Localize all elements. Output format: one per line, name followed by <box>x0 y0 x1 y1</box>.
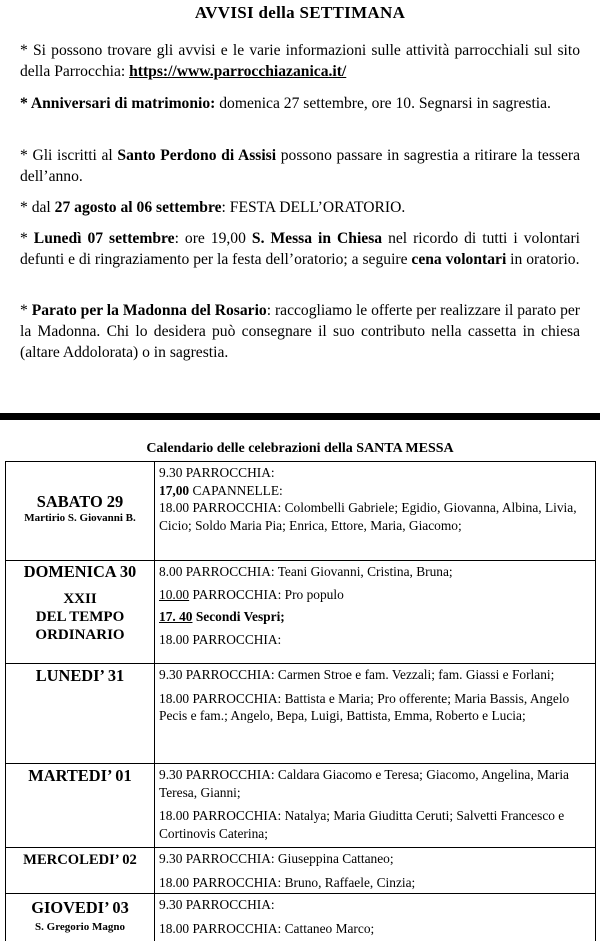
mass-entry: 18.00 PARROCCHIA: Battista e Maria; Pro offerente; Maria Bassis, Angelo Pecis e fam.; Angelo, Bepa, Luigi, Battista, Emma, Roberto e Lucia; <box>159 690 570 723</box>
mass-calendar-table <box>5 461 596 941</box>
masses-cell <box>155 894 596 941</box>
notice-website <box>20 40 580 82</box>
day-name: MERCOLEDI’ 02 <box>23 852 137 868</box>
mass-entry: 18.00 PARROCCHIA: Bruno, Raffaele, Cinzia; <box>159 874 416 890</box>
mass-entry: 8.00 PARROCCHIA: Teani Giovanni, Cristina, Bruna; <box>159 564 453 579</box>
mass-entry: 9.30 PARROCCHIA: Caldara Giacomo e Teresa; Giacomo, Angelina, Maria Teresa, Gianni; <box>159 767 570 800</box>
day-name: MARTEDI’ 01 <box>28 766 132 785</box>
notice-heading: * Anniversari di matrimonio: <box>20 95 216 112</box>
notice-text: possono passare in sagrestia a ritirare la tessera dell’anno. <box>20 147 580 185</box>
day-cell <box>6 894 155 941</box>
day-cell <box>6 561 155 664</box>
notice-text: * Gli iscritti al <box>20 147 118 164</box>
notice-text: : raccogliamo le offerte per realizzare il parato per la Madonna. Chi lo desidera può consegnare il suo contributo nella cassetta in chiesa (altare Addolorata) o in sagrestia. <box>20 302 580 361</box>
mass-time: 17. 40 <box>159 609 193 624</box>
mass-place: Secondi Vespri; <box>192 609 285 624</box>
section-divider <box>0 413 600 420</box>
notice-heading: Parato per la Madonna del Rosario <box>31 302 267 319</box>
masses-cell <box>155 664 596 764</box>
mass-time: 17,00 <box>159 482 190 498</box>
notice-heading: Santo Perdono di Assisi <box>117 147 277 164</box>
table-row <box>6 848 596 894</box>
day-feast: Martirio S. Giovanni B. <box>24 512 136 524</box>
mass-entry: 9.30 PARROCCHIA: Carmen Stroe e fam. Vezzali; fam. Giassi e Forlani; <box>159 667 555 682</box>
day-cell <box>6 462 155 561</box>
notice-text: : ore 19,00 <box>174 230 252 247</box>
day-name: DOMENICA 30 <box>23 562 137 581</box>
notice-messa-volontari <box>20 228 580 270</box>
table-row <box>6 664 596 764</box>
mass-entry: 18.00 PARROCCHIA: Cattaneo Marco; <box>159 920 375 936</box>
day-feast: S. Gregorio Magno <box>35 921 125 933</box>
table-row <box>6 561 596 664</box>
avvisi-title: AVVISI della SETTIMANA <box>194 3 406 22</box>
masses-cell <box>155 848 596 894</box>
notice-perdono <box>20 145 580 187</box>
mass-entry <box>159 586 592 604</box>
mass-time: 10.00 <box>159 586 190 602</box>
masses-cell <box>155 764 596 848</box>
masses-cell <box>155 561 596 664</box>
notice-heading: 27 agosto al 06 settembre <box>54 199 222 216</box>
calendar-title: Calendario delle celebrazioni della SANTA MESSA <box>146 441 454 456</box>
day-cell <box>6 848 155 894</box>
notice-anniversari <box>20 93 580 114</box>
notice-parato <box>20 300 580 363</box>
notice-text: domenica 27 settembre, ore 10. Segnarsi in sagrestia. <box>215 95 551 112</box>
mass-place: CAPANNELLE: <box>189 482 283 498</box>
notice-text: * dal <box>20 199 55 216</box>
day-name: SABATO 29 <box>36 492 124 511</box>
liturgical-sunday: ORDINARIO <box>35 627 125 643</box>
mass-entry: 18.00 PARROCCHIA: Natalya; Maria Giuditta Ceruti; Salvetti Francesco e Cortinovis Caterina; <box>159 808 565 841</box>
notice-heading: cena volontari <box>411 251 507 268</box>
parish-website-link[interactable]: https://www.parrocchiazanica.it/ <box>129 63 347 80</box>
mass-entry <box>159 608 592 626</box>
day-name: GIOVEDI’ 03 <box>31 898 129 917</box>
mass-entry: 9.30 PARROCCHIA: <box>159 465 275 480</box>
table-row <box>6 462 596 561</box>
notice-text: * <box>20 302 32 319</box>
table-row <box>6 894 596 941</box>
day-name: LUNEDI’ 31 <box>35 666 125 685</box>
notice-text: * Si possono trovare gli avvisi e le varie informazioni sulle attività parrocchiali sul sito della Parrocchia: <box>20 42 580 80</box>
notice-text: : FESTA DELL’ORATORIO. <box>221 199 406 216</box>
day-cell <box>6 664 155 764</box>
notice-heading: Lunedì 07 settembre <box>33 230 175 247</box>
mass-entry: 9.30 PARROCCHIA: <box>159 897 275 912</box>
notice-heading: S. Messa in Chiesa <box>251 230 383 247</box>
notice-text: in oratorio. <box>506 251 580 268</box>
mass-entry: 18.00 PARROCCHIA: Colombelli Gabriele; Egidio, Giovanna, Albina, Livia, Cicio; Soldo Maria Pia; Enrica, Ettore, Maria, Giacomo; <box>159 500 577 533</box>
masses-cell <box>155 462 596 561</box>
day-cell <box>6 764 155 848</box>
liturgical-sunday: XXII <box>63 591 97 607</box>
mass-entry: 9.30 PARROCCHIA: Giuseppina Cattaneo; <box>159 851 394 866</box>
table-row <box>6 764 596 848</box>
mass-entry: 18.00 PARROCCHIA: <box>159 631 282 647</box>
notice-text: nel ricordo di tutti i volontari defunti e di ringraziamento per la festa dell’oratorio; a seguire <box>20 230 580 268</box>
notice-festa-oratorio <box>20 197 580 218</box>
mass-place: PARROCCHIA: Pro populo <box>189 586 344 602</box>
mass-entry <box>159 482 592 500</box>
liturgical-sunday: DEL TEMPO <box>35 609 125 625</box>
notice-text: * <box>20 230 34 247</box>
